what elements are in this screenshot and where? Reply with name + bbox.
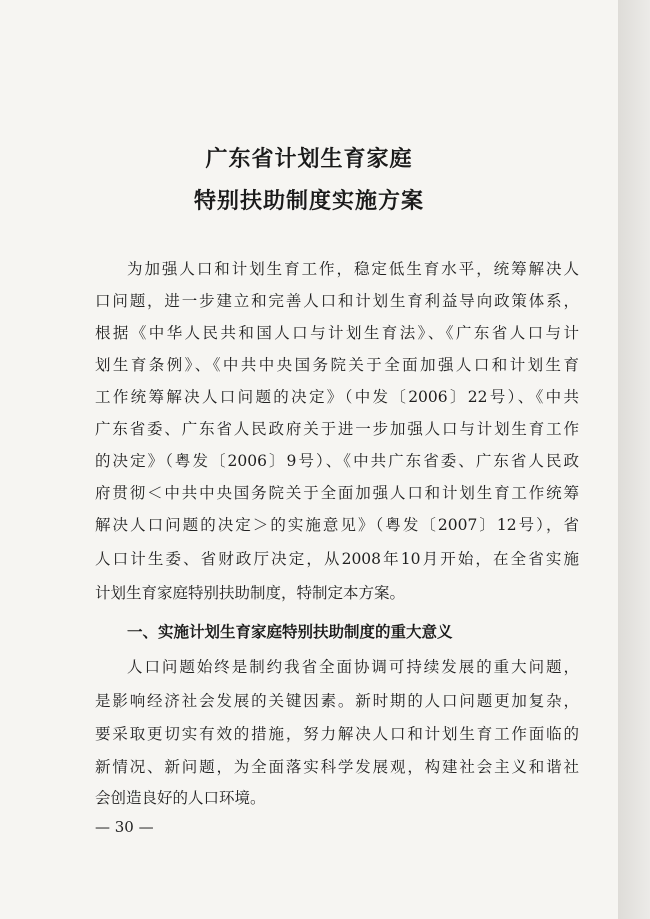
paragraph-1-line: 根据《中华人民共和国人口与计划生育法》、《广东省人口与计 (95, 324, 579, 342)
paragraph-1-line: 划生育条例》、《中共中央国务院关于全面加强人口和计划生育 (95, 356, 579, 374)
paragraph-1-line: 口问题，进一步建立和完善人口和计划生育利益导向政策体系， (95, 292, 579, 310)
paragraph-1-line: 人口计生委、省财政厅决定，从2008年10月开始，在全省实施 (95, 550, 579, 568)
paragraph-1-line: 的决定》（粤发〔2006〕9号）、《中共广东省委、广东省人民政 (95, 452, 579, 470)
paragraph-1-line: 府贯彻＜中共中央国务院关于全面加强人口和计划生育工作统筹 (95, 484, 579, 502)
paragraph-2-line: 是影响经济社会发展的关键因素。新时期的人口问题更加复杂， (95, 692, 579, 710)
section-1-heading: 一、实施计划生育家庭特别扶助制度的重大意义 (127, 623, 453, 641)
page-number: — 30 — (95, 818, 154, 836)
paragraph-2-line: 人口问题始终是制约我省全面协调可持续发展的重大问题， (127, 658, 579, 676)
page-edge (618, 0, 650, 919)
paragraph-2-line: 要采取更切实有效的措施，努力解决人口和计划生育工作面临的 (95, 725, 579, 743)
paragraph-2-line: 会创造良好的人口环境。 (95, 789, 266, 807)
document-title-line-2: 特别扶助制度实施方案 (193, 189, 424, 214)
paragraph-1-line: 计划生育家庭特别扶助制度，特制定本方案。 (95, 584, 406, 602)
paragraph-1-line: 解决人口问题的决定＞的实施意见》（粤发〔2007〕12号），省 (95, 516, 579, 534)
document-title-line-1: 广东省计划生育家庭 (205, 147, 413, 172)
paragraph-2-line: 新情况、新问题，为全面落实科学发展观，构建社会主义和谐社 (95, 758, 579, 776)
paragraph-1-line: 为加强人口和计划生育工作，稳定低生育水平，统筹解决人 (127, 260, 579, 278)
paragraph-1-line: 工作统筹解决人口问题的决定》（中发〔2006〕22号）、《中共 (95, 388, 579, 406)
paragraph-1-line: 广东省委、广东省人民政府关于进一步加强人口与计划生育工作 (95, 420, 579, 438)
